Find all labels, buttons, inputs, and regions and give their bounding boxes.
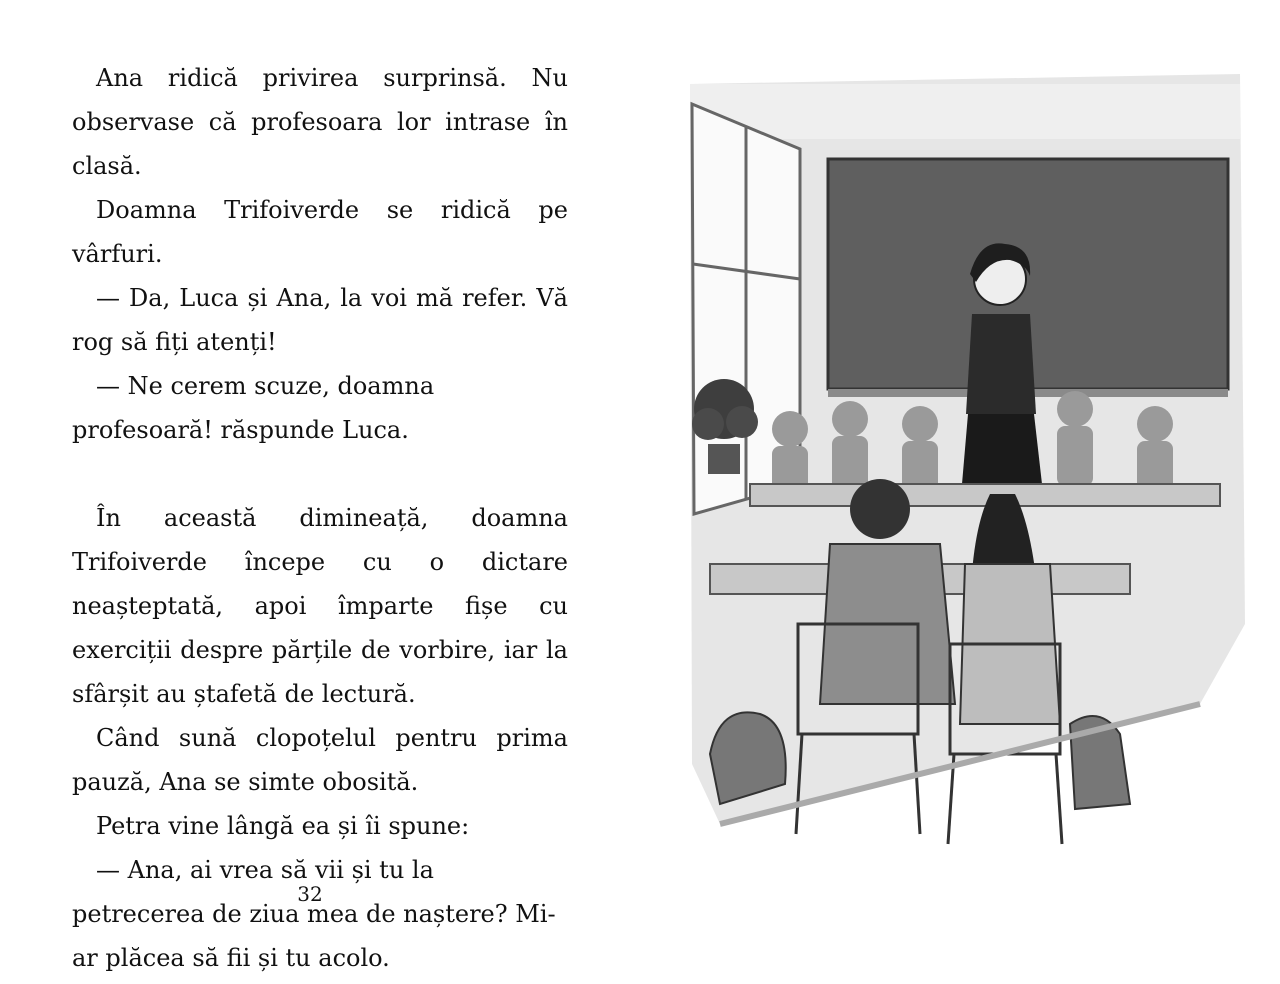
paragraph-6: Când sună clopoțelul pentru prima pauză, Ana se simte obosită. — [72, 724, 568, 796]
page-number: 32 — [297, 882, 323, 906]
paragraph-2: Doamna Trifoiverde se ridică pe vârfuri. — [72, 196, 568, 268]
paragraph-5: În această dimineață, doamna Trifoiverde începe cu o dictare neașteptată, apoi împarte fișe cu exerciții despre părțile de vorbire, iar la sfârșit au ștafetă de lectură. — [72, 504, 568, 708]
paragraph-7: Petra vine lângă ea și îi spune: — [96, 812, 470, 840]
paragraph-4: — Ne cerem scuze, doamna profesoară! răspunde Luca. — [72, 372, 435, 444]
paragraph-8: — Ana, ai vrea să vii și tu la petrecerea de ziua mea de naștere? Mi-ar plăcea să fii și tu acolo. — [72, 856, 556, 972]
ceiling-band — [690, 84, 1240, 139]
story-text — [72, 56, 568, 980]
paragraph-gap — [72, 452, 568, 496]
classroom-illustration — [680, 64, 1250, 864]
paragraph-3: — Da, Luca și Ana, la voi mă refer. Vă rog să fiți atenți! — [72, 284, 568, 356]
paragraph-1: Ana ridică privirea surprinsă. Nu observase că profesoara lor intrase în clasă. — [72, 64, 568, 180]
